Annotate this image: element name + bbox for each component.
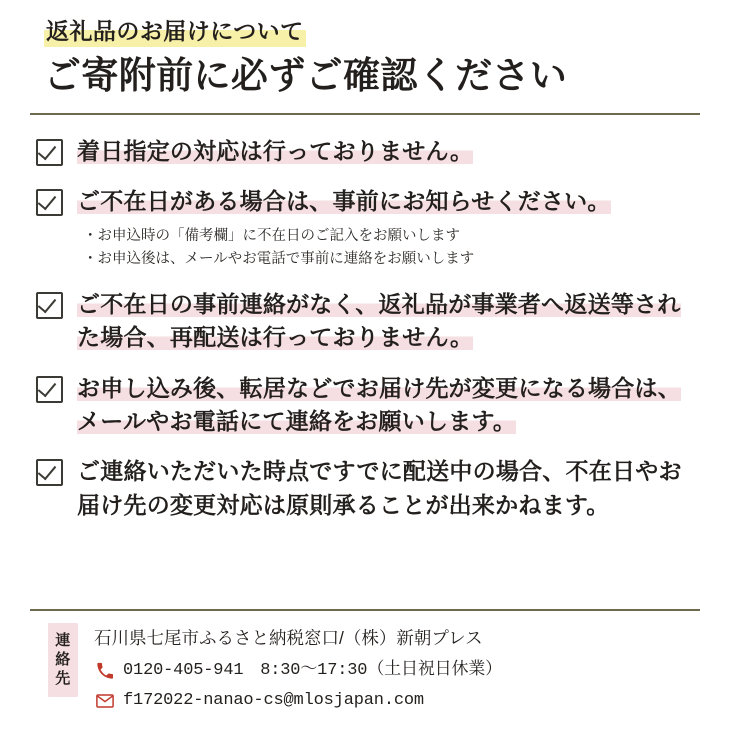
contact-email: f172022-nanao-cs@mlosjapan.com: [123, 690, 424, 710]
contact-details: [94, 623, 700, 717]
contact-phone-row: [94, 658, 700, 684]
list-item-text: [77, 135, 700, 168]
list-item-text: [77, 372, 700, 439]
list-item-text: [77, 288, 700, 355]
list-item: [36, 288, 700, 355]
list-item-body: [77, 288, 700, 355]
phone-icon: [94, 661, 116, 681]
list-item: [36, 185, 700, 271]
kicker-wrap: [44, 18, 700, 47]
list-item-notes: [77, 225, 700, 271]
list-item-body: [77, 372, 700, 439]
check-icon: [36, 139, 63, 166]
list-item: [36, 372, 700, 439]
check-icon: [36, 292, 63, 319]
page-header: [30, 18, 700, 99]
check-icon: [36, 189, 63, 216]
note-line: ・お申込時の「備考欄」に不在日のご記入をお願いします: [83, 227, 460, 244]
list-item-text: [77, 185, 700, 218]
contact-organization: 石川県七尾市ふるさと納税窓口/（株）新朝プレス: [94, 628, 483, 649]
list-item-body: [77, 185, 700, 271]
header-divider: [30, 113, 700, 115]
list-item: [36, 455, 700, 522]
contact-box: [30, 609, 700, 717]
contact-phone: 0120-405-941 8:30〜17:30（土日祝日休業）: [123, 661, 502, 681]
highlighted-text: ご不在日の事前連絡がなく、返礼品が事業者へ返送等された場合、再配送は行っておりません。: [77, 290, 681, 351]
mail-icon: [94, 691, 116, 711]
check-icon: [36, 459, 63, 486]
checklist: [30, 135, 700, 522]
list-item-body: [77, 135, 700, 168]
highlighted-text: 着日指定の対応は行っておりません。: [77, 137, 474, 164]
list-item-body: [77, 455, 700, 522]
contact-tag: 連絡先: [48, 623, 78, 697]
list-item: [36, 135, 700, 168]
list-item-text: [77, 455, 700, 522]
plain-text: ご連絡いただいた時点ですでに配送中の場合、不在日やお届け先の変更対応は原則承ることが出来かねます。: [77, 458, 682, 518]
highlighted-text: お申し込み後、転居などでお届け先が変更になる場合は、メールやお電話にて連絡をお願いします。: [77, 374, 681, 434]
highlighted-text: ご不在日がある場合は、事前にお知らせください。: [77, 188, 611, 215]
kicker-text: 返礼品のお届けについて: [44, 18, 306, 47]
check-icon: [36, 376, 63, 403]
page-title: ご寄附前に必ずご確認ください: [44, 54, 568, 96]
note-line: ・お申込後は、メールやお電話で事前に連絡をお願いします: [83, 250, 475, 267]
contact-email-row: [94, 688, 700, 714]
